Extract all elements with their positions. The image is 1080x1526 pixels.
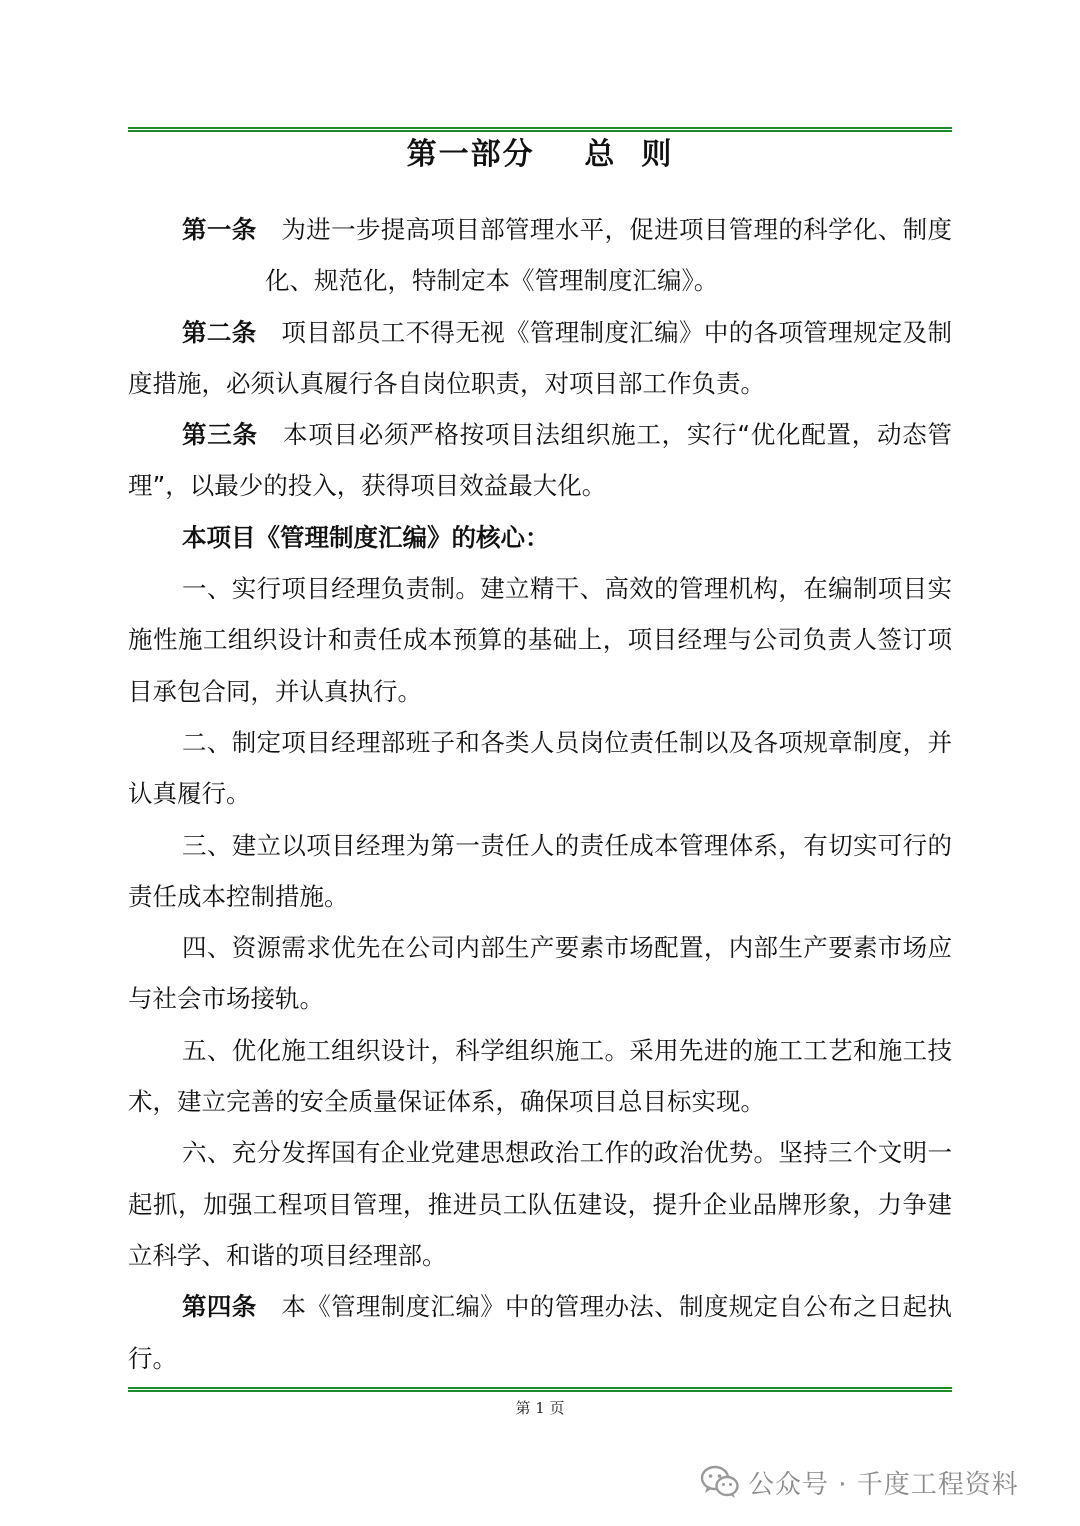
watermark (700, 1462, 1019, 1502)
footer-rule (128, 1387, 952, 1392)
core-item-4: 四、资源需求优先在公司内部生产要素市场配置，内部生产要素市场应与社会市场接轨。 (128, 933, 952, 1014)
page-title: 第一部分 总 则 (406, 137, 674, 172)
article-text: 本项目必须严格按项目法组织施工，实行“优化配置，动态管理”，以最少的投入，获得项目效益最大化。 (128, 420, 952, 501)
core-item-1: 一、实行项目经理负责制。建立精干、高效的管理机构，在编制项目实施性施工组织设计和责任成本预算的基础上，项目经理与公司负责人签订项目承包合同，并认真执行。 (128, 574, 952, 706)
wechat-icon (700, 1465, 740, 1499)
core-heading: 本项目《管理制度汇编》的核心： (182, 522, 550, 552)
document-body (128, 204, 952, 1384)
article-4 (128, 1281, 952, 1384)
article-text: 本《管理制度汇编》中的管理办法、制度规定自公布之日起执行。 (128, 1292, 953, 1373)
article-3 (128, 409, 952, 512)
core-item-2: 二、制定项目经理部班子和各类人员岗位责任制以及各项规章制度，并认真履行。 (128, 727, 952, 809)
article-label: 第三条 (182, 420, 258, 450)
article-text: 项目部员工不得无视《管理制度汇编》中的各项管理规定及制度措施，必须认真履行各自岗位职责，对项目部工作负责。 (128, 317, 953, 398)
core-item-5: 五、优化施工组织设计，科学组织施工。采用先进的施工工艺和施工技术，建立完善的安全质量保证体系，确保项目总目标实现。 (128, 1035, 952, 1117)
article-label: 第二条 (182, 317, 257, 347)
page-number: 第 1 页 (515, 1399, 565, 1417)
article-2 (128, 307, 952, 410)
article-label: 第一条 (182, 215, 257, 244)
article-1 (128, 204, 952, 307)
core-item-6: 六、充分发挥国有企业党建思想政治工作的政治优势。坚持三个文明一起抓，加强工程项目管理，推进员工队伍建设，提升企业品牌形象，力争建立科学、和谐的项目经理部。 (128, 1138, 952, 1270)
article-text: 为进一步提高项目部管理水平，促进项目管理的科学化、制度化、规范化，特制定本《管理制度汇编》。 (265, 215, 953, 296)
watermark-text: 公众号 · 千度工程资料 (748, 1469, 1019, 1500)
core-item-3: 三、建立以项目经理为第一责任人的责任成本管理体系，有切实可行的责任成本控制措施。 (128, 830, 952, 911)
article-label: 第四条 (182, 1292, 257, 1322)
